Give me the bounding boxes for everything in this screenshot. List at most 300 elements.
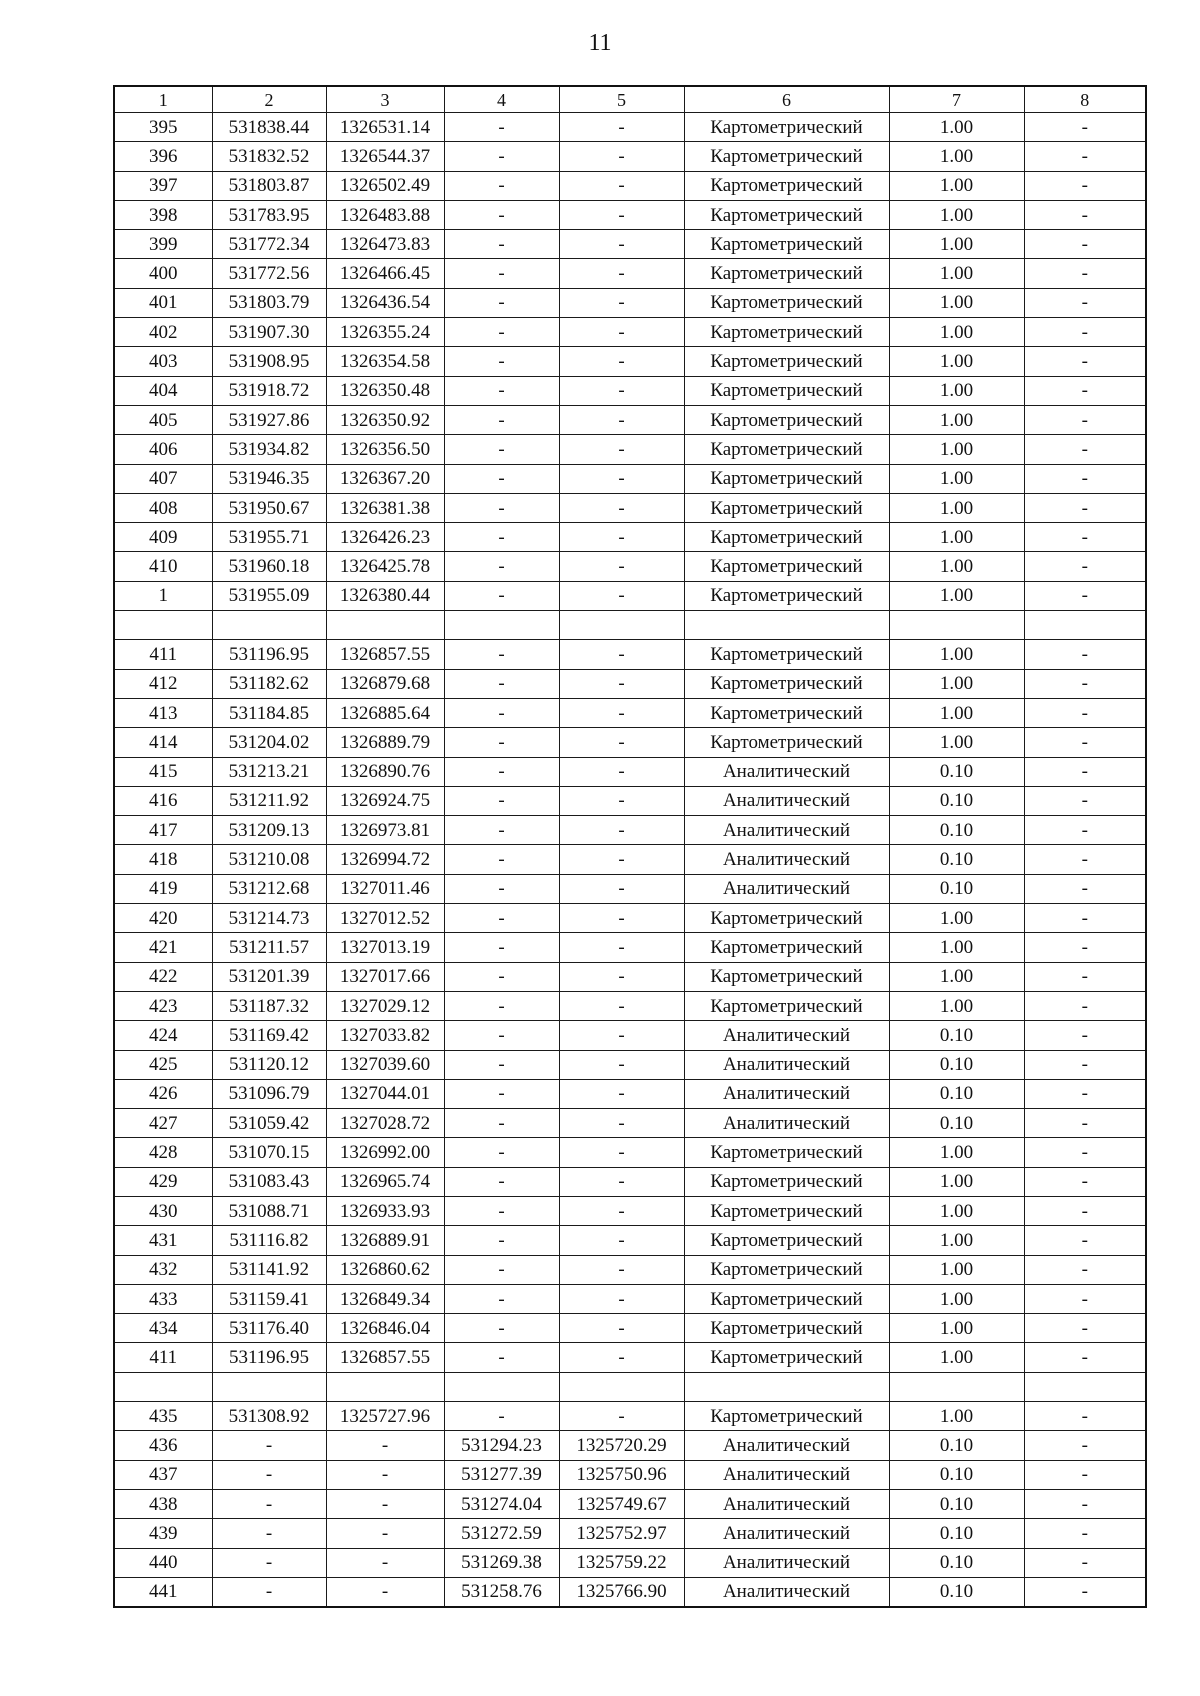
table-cell: 531960.18 <box>212 552 326 581</box>
table-cell: - <box>212 1519 326 1548</box>
column-header: 2 <box>212 86 326 113</box>
table-cell: 1.00 <box>889 1196 1024 1225</box>
table-row <box>114 1196 1146 1225</box>
table-cell: 1326350.92 <box>326 405 444 434</box>
table-cell: 1.00 <box>889 1284 1024 1313</box>
table-cell: 531955.09 <box>212 581 326 610</box>
table-cell: Картометрический <box>684 962 889 991</box>
table-cell: - <box>1024 1314 1146 1343</box>
table-cell: 441 <box>114 1577 212 1607</box>
table-cell: 408 <box>114 493 212 522</box>
table-cell: - <box>559 904 684 933</box>
table-cell: - <box>212 1460 326 1489</box>
table-row <box>114 1402 1146 1431</box>
table-cell: Картометрический <box>684 1255 889 1284</box>
table-row <box>114 640 1146 669</box>
table-cell: Картометрический <box>684 435 889 464</box>
table-cell: Аналитический <box>684 1021 889 1050</box>
table-cell: 1325727.96 <box>326 1402 444 1431</box>
table-cell: - <box>444 845 559 874</box>
table-cell: Аналитический <box>684 786 889 815</box>
table-cell: 0.10 <box>889 874 1024 903</box>
table-cell: Картометрический <box>684 1138 889 1167</box>
table-cell: 1.00 <box>889 991 1024 1020</box>
table-cell: 1326857.55 <box>326 1343 444 1372</box>
table-cell: - <box>444 259 559 288</box>
table-cell: Картометрический <box>684 200 889 229</box>
table-cell: 1.00 <box>889 230 1024 259</box>
table-cell: 399 <box>114 230 212 259</box>
table-cell: - <box>1024 171 1146 200</box>
table-cell: 435 <box>114 1402 212 1431</box>
table-cell: 403 <box>114 347 212 376</box>
table-cell: - <box>444 464 559 493</box>
table-cell: Картометрический <box>684 1343 889 1372</box>
table-cell: 1326860.62 <box>326 1255 444 1284</box>
table-cell: - <box>444 200 559 229</box>
table-cell: 1326473.83 <box>326 230 444 259</box>
table-cell: 531196.95 <box>212 640 326 669</box>
table-cell: 1.00 <box>889 1138 1024 1167</box>
table-cell: 531204.02 <box>212 728 326 757</box>
table-cell: 531927.86 <box>212 405 326 434</box>
table-cell: 439 <box>114 1519 212 1548</box>
table-row <box>114 552 1146 581</box>
table-cell: - <box>326 1548 444 1577</box>
table-cell: 1.00 <box>889 405 1024 434</box>
table-row <box>114 698 1146 727</box>
table-row <box>114 318 1146 347</box>
table-cell: - <box>559 1255 684 1284</box>
table-cell: 1.00 <box>889 552 1024 581</box>
table-cell: 405 <box>114 405 212 434</box>
table-row <box>114 962 1146 991</box>
table-cell: 400 <box>114 259 212 288</box>
table-cell: - <box>1024 757 1146 786</box>
table-cell: 422 <box>114 962 212 991</box>
table-cell: - <box>1024 640 1146 669</box>
table-cell: - <box>444 1021 559 1050</box>
table-cell: 1327013.19 <box>326 933 444 962</box>
table-cell: - <box>559 552 684 581</box>
table-cell: 0.10 <box>889 1577 1024 1607</box>
table-cell: 531294.23 <box>444 1431 559 1460</box>
table-cell: 531258.76 <box>444 1577 559 1607</box>
table-cell <box>684 611 889 640</box>
table-cell: Картометрический <box>684 405 889 434</box>
table-cell: - <box>444 230 559 259</box>
table-cell: 1326367.20 <box>326 464 444 493</box>
table-cell: Аналитический <box>684 757 889 786</box>
table-cell: 1.00 <box>889 464 1024 493</box>
table-cell: 1325752.97 <box>559 1519 684 1548</box>
table-cell: Картометрический <box>684 259 889 288</box>
table-cell: 1326933.93 <box>326 1196 444 1225</box>
table-cell: 531277.39 <box>444 1460 559 1489</box>
table-cell: - <box>444 376 559 405</box>
table-cell: 531088.71 <box>212 1196 326 1225</box>
table-cell: - <box>559 113 684 142</box>
table-cell: 1326973.81 <box>326 816 444 845</box>
table-cell: 531950.67 <box>212 493 326 522</box>
table-cell: Картометрический <box>684 171 889 200</box>
table-cell: - <box>1024 1138 1146 1167</box>
table-cell: - <box>1024 1460 1146 1489</box>
table-cell: Картометрический <box>684 1167 889 1196</box>
table-row <box>114 874 1146 903</box>
table-cell: - <box>1024 933 1146 962</box>
table-cell: 1.00 <box>889 318 1024 347</box>
table-row <box>114 669 1146 698</box>
table-cell: - <box>1024 1255 1146 1284</box>
table-cell: 1326381.38 <box>326 493 444 522</box>
table-cell: - <box>1024 113 1146 142</box>
table-cell: Картометрический <box>684 552 889 581</box>
table-cell: Картометрический <box>684 1402 889 1431</box>
table-cell: - <box>326 1460 444 1489</box>
table-row <box>114 933 1146 962</box>
table-cell: - <box>1024 347 1146 376</box>
table-row <box>114 1050 1146 1079</box>
table-cell: - <box>444 933 559 962</box>
header-row <box>114 86 1146 113</box>
table-cell: 1326885.64 <box>326 698 444 727</box>
table-cell: 1.00 <box>889 669 1024 698</box>
table-cell: - <box>559 142 684 171</box>
table-row <box>114 376 1146 405</box>
table-cell: 1325749.67 <box>559 1489 684 1518</box>
table-row <box>114 1314 1146 1343</box>
table-cell: 531201.39 <box>212 962 326 991</box>
table-row <box>114 142 1146 171</box>
table-cell: Картометрический <box>684 288 889 317</box>
table-cell: - <box>1024 1021 1146 1050</box>
table-cell: 1.00 <box>889 962 1024 991</box>
table-cell: - <box>444 288 559 317</box>
table-cell: - <box>1024 523 1146 552</box>
table-cell: 1326857.55 <box>326 640 444 669</box>
table-cell: 1.00 <box>889 142 1024 171</box>
table-row <box>114 113 1146 142</box>
table-cell: 1326502.49 <box>326 171 444 200</box>
table-cell: - <box>559 816 684 845</box>
table-cell: 531120.12 <box>212 1050 326 1079</box>
table-row <box>114 1577 1146 1607</box>
table-cell: Аналитический <box>684 845 889 874</box>
table-cell: 1326992.00 <box>326 1138 444 1167</box>
table-cell <box>114 611 212 640</box>
table-cell: 1326849.34 <box>326 1284 444 1313</box>
table-cell: Картометрический <box>684 230 889 259</box>
table-cell: - <box>559 698 684 727</box>
table-cell: 531934.82 <box>212 435 326 464</box>
table-cell: Аналитический <box>684 874 889 903</box>
table-row <box>114 1021 1146 1050</box>
table-cell: - <box>1024 1284 1146 1313</box>
table-cell: 531269.38 <box>444 1548 559 1577</box>
table-cell: - <box>559 933 684 962</box>
table-cell: - <box>559 874 684 903</box>
table-cell: 395 <box>114 113 212 142</box>
table-cell: - <box>1024 288 1146 317</box>
table-cell: 1.00 <box>889 376 1024 405</box>
table-cell: 1325720.29 <box>559 1431 684 1460</box>
table-cell: 531213.21 <box>212 757 326 786</box>
table-cell: 0.10 <box>889 757 1024 786</box>
table-cell: 531772.56 <box>212 259 326 288</box>
column-header: 8 <box>1024 86 1146 113</box>
table-cell: - <box>559 1226 684 1255</box>
table-cell: 0.10 <box>889 1079 1024 1108</box>
table-cell: 428 <box>114 1138 212 1167</box>
table-cell: 1326889.79 <box>326 728 444 757</box>
table-cell: - <box>444 1284 559 1313</box>
table-row <box>114 405 1146 434</box>
table-cell: 424 <box>114 1021 212 1050</box>
table-cell: Аналитический <box>684 1548 889 1577</box>
table-cell: 1327039.60 <box>326 1050 444 1079</box>
table-cell: - <box>1024 816 1146 845</box>
table-cell: 531169.42 <box>212 1021 326 1050</box>
table-cell: - <box>1024 728 1146 757</box>
column-header: 5 <box>559 86 684 113</box>
table-cell: - <box>559 1167 684 1196</box>
table-cell: 1.00 <box>889 904 1024 933</box>
table-cell: - <box>1024 1109 1146 1138</box>
column-header: 7 <box>889 86 1024 113</box>
table-row <box>114 1138 1146 1167</box>
table-cell: 1.00 <box>889 1314 1024 1343</box>
table-cell: 531184.85 <box>212 698 326 727</box>
table-cell: 404 <box>114 376 212 405</box>
table-cell: - <box>559 200 684 229</box>
table-cell: - <box>444 171 559 200</box>
table-cell: 438 <box>114 1489 212 1518</box>
table-cell: 416 <box>114 786 212 815</box>
table-cell: - <box>1024 1167 1146 1196</box>
table-cell: - <box>559 1402 684 1431</box>
table-cell: - <box>559 1314 684 1343</box>
table-cell: 425 <box>114 1050 212 1079</box>
table-cell: - <box>444 1402 559 1431</box>
table-cell: 0.10 <box>889 1548 1024 1577</box>
table-cell: 433 <box>114 1284 212 1313</box>
table-cell: 431 <box>114 1226 212 1255</box>
table-row <box>114 728 1146 757</box>
table-cell: Картометрический <box>684 1196 889 1225</box>
table-cell: - <box>1024 464 1146 493</box>
table-cell: 413 <box>114 698 212 727</box>
table-row <box>114 1489 1146 1518</box>
table-cell: - <box>326 1519 444 1548</box>
table-row <box>114 523 1146 552</box>
table-row <box>114 845 1146 874</box>
table-cell: 1326426.23 <box>326 523 444 552</box>
table-cell: - <box>444 786 559 815</box>
table-cell: Аналитический <box>684 1577 889 1607</box>
table-cell: 1.00 <box>889 435 1024 464</box>
table-cell: 1.00 <box>889 640 1024 669</box>
table-cell: Аналитический <box>684 1079 889 1108</box>
table-cell: - <box>1024 698 1146 727</box>
column-header: 4 <box>444 86 559 113</box>
table-cell: Аналитический <box>684 816 889 845</box>
table-cell: - <box>444 405 559 434</box>
table-cell: - <box>444 523 559 552</box>
table-cell: - <box>1024 904 1146 933</box>
table-cell: 430 <box>114 1196 212 1225</box>
table-cell: Картометрический <box>684 464 889 493</box>
table-cell: 1325759.22 <box>559 1548 684 1577</box>
table-cell: 531210.08 <box>212 845 326 874</box>
table-cell: 407 <box>114 464 212 493</box>
table-cell: Картометрический <box>684 493 889 522</box>
table-cell: - <box>444 318 559 347</box>
column-header: 3 <box>326 86 444 113</box>
table-cell: - <box>444 1167 559 1196</box>
table-cell: 1.00 <box>889 698 1024 727</box>
table-cell: - <box>1024 1577 1146 1607</box>
table-row <box>114 1343 1146 1372</box>
table-header <box>114 86 1146 113</box>
table-cell: 412 <box>114 669 212 698</box>
table-cell: - <box>212 1548 326 1577</box>
table-cell: 415 <box>114 757 212 786</box>
table-cell: 427 <box>114 1109 212 1138</box>
table-row <box>114 757 1146 786</box>
table-cell: Аналитический <box>684 1460 889 1489</box>
table-cell: - <box>1024 1050 1146 1079</box>
table-cell: 531783.95 <box>212 200 326 229</box>
table-cell: Картометрический <box>684 318 889 347</box>
column-header: 1 <box>114 86 212 113</box>
table-cell <box>114 1372 212 1401</box>
table-cell: - <box>1024 376 1146 405</box>
table-cell: 531803.87 <box>212 171 326 200</box>
table-cell: 1.00 <box>889 1226 1024 1255</box>
table-cell: 1327033.82 <box>326 1021 444 1050</box>
table-cell: 1.00 <box>889 259 1024 288</box>
coordinates-table <box>113 85 1147 1608</box>
table-cell: - <box>444 581 559 610</box>
table-cell: - <box>559 786 684 815</box>
table-cell: 437 <box>114 1460 212 1489</box>
table-cell: 1327029.12 <box>326 991 444 1020</box>
table-cell: 1326890.76 <box>326 757 444 786</box>
table-cell: Картометрический <box>684 728 889 757</box>
table-cell: Картометрический <box>684 640 889 669</box>
table-cell: - <box>444 493 559 522</box>
table-row <box>114 1519 1146 1548</box>
table-cell: 531274.04 <box>444 1489 559 1518</box>
table-cell: - <box>1024 200 1146 229</box>
table-cell: 531272.59 <box>444 1519 559 1548</box>
table-cell: 0.10 <box>889 1050 1024 1079</box>
table-cell: 1325766.90 <box>559 1577 684 1607</box>
table-cell: Картометрический <box>684 347 889 376</box>
table-cell: - <box>559 1079 684 1108</box>
table-cell: 531141.92 <box>212 1255 326 1284</box>
table-body <box>114 113 1146 1608</box>
table-cell: - <box>1024 581 1146 610</box>
table-row <box>114 904 1146 933</box>
table-row <box>114 1548 1146 1577</box>
table-cell: Аналитический <box>684 1431 889 1460</box>
table-cell <box>326 1372 444 1401</box>
table-cell: Картометрический <box>684 142 889 171</box>
table-cell: - <box>1024 318 1146 347</box>
table-cell: Аналитический <box>684 1489 889 1518</box>
table-cell: 401 <box>114 288 212 317</box>
table-cell <box>212 1372 326 1401</box>
table-cell: 429 <box>114 1167 212 1196</box>
table-cell: 1327017.66 <box>326 962 444 991</box>
table-cell: Картометрический <box>684 581 889 610</box>
table-cell: - <box>1024 435 1146 464</box>
table-cell: 531908.95 <box>212 347 326 376</box>
table-cell: - <box>559 259 684 288</box>
table-cell: Картометрический <box>684 991 889 1020</box>
table-cell <box>889 1372 1024 1401</box>
table-cell: - <box>444 698 559 727</box>
table-cell <box>684 1372 889 1401</box>
table-cell: - <box>559 230 684 259</box>
table-cell: 1327011.46 <box>326 874 444 903</box>
table-row <box>114 347 1146 376</box>
table-cell: - <box>559 405 684 434</box>
table-cell: - <box>559 581 684 610</box>
table-cell: 0.10 <box>889 1489 1024 1518</box>
table-cell: 531070.15 <box>212 1138 326 1167</box>
table-cell: 411 <box>114 1343 212 1372</box>
table-cell: - <box>1024 493 1146 522</box>
table-cell: 410 <box>114 552 212 581</box>
table-cell: - <box>559 493 684 522</box>
table-cell: - <box>1024 1548 1146 1577</box>
table-cell: 397 <box>114 171 212 200</box>
table-cell: - <box>559 1109 684 1138</box>
table-cell: 1.00 <box>889 523 1024 552</box>
table-cell: - <box>559 318 684 347</box>
table-cell: 406 <box>114 435 212 464</box>
table-cell: 0.10 <box>889 845 1024 874</box>
table-cell <box>889 611 1024 640</box>
table-cell: 531832.52 <box>212 142 326 171</box>
table-cell: - <box>1024 786 1146 815</box>
column-header: 6 <box>684 86 889 113</box>
table-cell: 1.00 <box>889 581 1024 610</box>
table-row <box>114 259 1146 288</box>
table-cell: - <box>444 640 559 669</box>
table-cell: 0.10 <box>889 1109 1024 1138</box>
table-row <box>114 581 1146 610</box>
table-cell: 434 <box>114 1314 212 1343</box>
table-cell: - <box>559 845 684 874</box>
table-row <box>114 288 1146 317</box>
table-cell: 1.00 <box>889 493 1024 522</box>
table-cell: - <box>1024 1431 1146 1460</box>
table-row <box>114 464 1146 493</box>
table-cell: 421 <box>114 933 212 962</box>
table-cell: 1.00 <box>889 113 1024 142</box>
table-cell: Картометрический <box>684 1284 889 1313</box>
table-cell: 423 <box>114 991 212 1020</box>
table-cell: - <box>559 1196 684 1225</box>
table-cell: - <box>1024 230 1146 259</box>
table-cell: Картометрический <box>684 904 889 933</box>
table-cell: 1.00 <box>889 933 1024 962</box>
table-cell: 418 <box>114 845 212 874</box>
